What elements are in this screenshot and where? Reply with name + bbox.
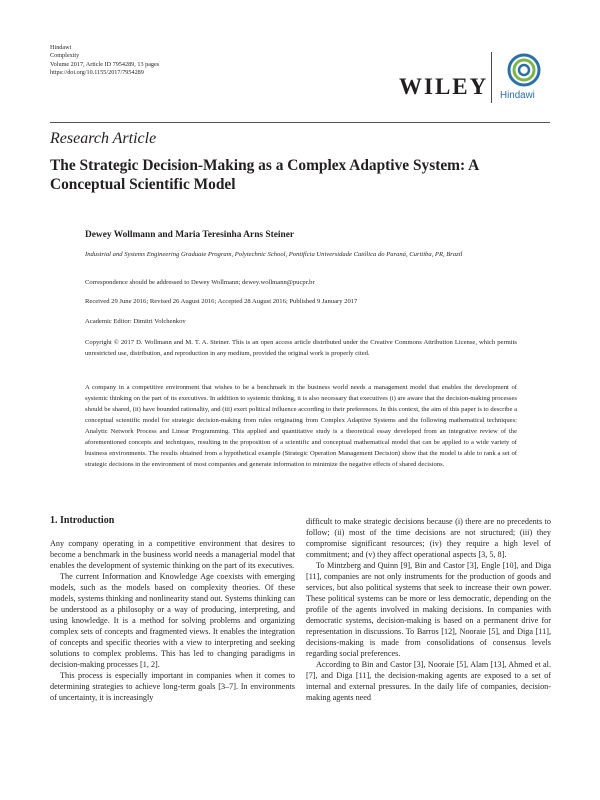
left-column bbox=[50, 538, 295, 703]
paragraph: Any company operating in a competitive environment that desires to become a benchmark in the business world needs a managerial model that enables the development of systemic thinking on the part of its executives. bbox=[50, 539, 295, 570]
publisher-line: Hindawi bbox=[50, 44, 72, 51]
hindawi-logo-icon bbox=[500, 50, 548, 90]
publication-dates: Received 29 June 2016; Revised 26 August 2016; Accepted 28 August 2016; Published 9 January 2017 bbox=[85, 298, 358, 305]
paragraph: The current Information and Knowledge Age coexists with emerging models, such as the models based on complexity theories. Of these models, systems thinking and nonlinearity stand out. Systems thinking can be understood as a philosophy or a way of producing, interpreting, and using knowledge. It is a method for solving problems and organizing complex sets of concepts and fragmented views. It enables the integration of concepts and specific theories with a view to interpreting and seeking solutions to complex problems. This has led to changing paradigms in decision-making processes [1, 2]. bbox=[50, 572, 295, 669]
journal-metadata bbox=[50, 44, 159, 77]
logo-divider bbox=[491, 52, 492, 103]
copyright-notice: Copyright © 2017 D. Wollmann and M. T. A. Steiner. This is an open access article distributed under the Creative Commons Attribution License, which permits unrestricted use, distribution, and reproduction in any medium, provided the original work is properly cited. bbox=[85, 339, 517, 357]
academic-editor: Academic Editor: Dimitri Volchenkov bbox=[85, 318, 186, 325]
hindawi-logo-text: Hindawi bbox=[500, 90, 535, 101]
paragraph: This process is especially important in companies when it comes to determining strategies to achieve long-term goals [3–7]. In environments of uncertainty, it is increasingly bbox=[50, 671, 295, 702]
paragraph: difficult to make strategic decisions because (i) there are no precedents to follow; (ii) most of the time decisions are not structured; (iii) they compromise significant resources; (iv) they require a high level of commitment; and (v) they affect operational aspects [3, 5, 8]. bbox=[306, 517, 551, 559]
correspondence: Correspondence should be addressed to Dewey Wollmann; dewey.wollmann@pucpr.br bbox=[85, 279, 315, 286]
article-type: Research Article bbox=[50, 130, 157, 147]
volume-line: Volume 2017, Article ID 7954289, 13 pages bbox=[50, 60, 160, 68]
wiley-logo: WILEY bbox=[399, 74, 489, 99]
abstract: A company in a competitive environment that wishes to be a benchmark in the business world needs a management model that enables the development of systemic thinking on the part of its executives. In addition to systemic thinking, it is also necessary that executives (i) are aware that the decision-making processes should be shared, (ii) have bounded rationality, and (iii) exert political influence according to their preferences. In this context, the aim of this paper is to describe a conceptual scientific model for strategic decision-making from rules originating from Complex Adaptive Systems and the following mathematical techniques: Analytic Network Process and Linear Programming. This applied and quantitative study is a theoretical essay developed from an integrative review of the aforementioned concepts and techniques, resulting in the proposition of a scientific and conceptual mathematical model that can be applied to a wide variety of business environments. The results obtained from a hypothetical example (Strategic Operation Management Decision) show that the model is able to rank a set of strategic decisions in the environment of most companies and generate information to minimize the negative effects of shared decisions. bbox=[85, 384, 517, 468]
affiliation: Industrial and Systems Engineering Graduate Program, Polytechnic School, Pontifícia Universidade Católica do Paraná, Curitiba, PR, Brazil bbox=[85, 251, 463, 258]
right-column bbox=[306, 516, 551, 703]
paragraph: To Mintzberg and Quinn [9], Bin and Castor [3], Engle [10], and Diga [11], companies are not only instruments for the production of goods and services, but also political systems that seek to increase their own power. These political systems can be more or less democratic, depending on the profile of the agents involved in making decisions. In companies with democratic systems, decision-making is based on a permanent drive for representation in discussions. To Barros [12], Nooraie [5], and Diga [11], decisions-making is made from consolidations of consensus levels regarding social preferences. bbox=[306, 561, 551, 658]
author-list: Dewey Wollmann and Maria Teresinha Arns Steiner bbox=[85, 230, 295, 240]
header-rule bbox=[50, 122, 550, 123]
section-heading: 1. Introduction bbox=[50, 515, 115, 526]
doi-link[interactable]: https://doi.org/10.1155/2017/7954289 bbox=[50, 68, 144, 76]
journal-name: Complexity bbox=[50, 52, 80, 60]
article-title: The Strategic Decision-Making as a Complex Adaptive System: A Conceptual Scientific Model bbox=[50, 157, 479, 193]
paragraph: According to Bin and Castor [3], Nooraie [5], Alam [13], Ahmed et al. [7], and Diga [11], the decision-making agents are exposed to a set of internal and external pressures. In the daily life of companies, decision-making agents need bbox=[306, 660, 551, 702]
